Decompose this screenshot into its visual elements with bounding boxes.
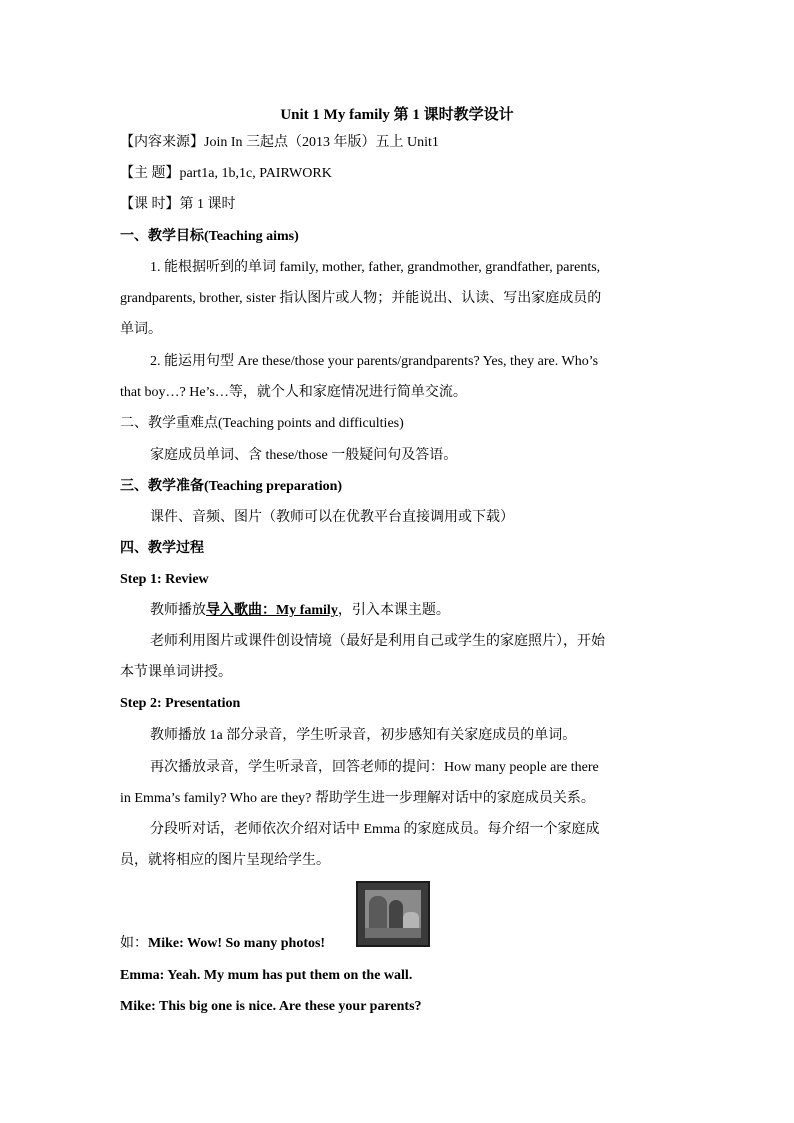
- points-heading: 二、教学重难点(Teaching points and difficulties): [120, 416, 404, 431]
- photo-figure-2: [389, 900, 403, 930]
- step1-line1-suffix: ，引入本课主题。: [337, 603, 450, 618]
- step1-line2: 老师利用图片或课件创设情境（最好是利用自己或学生的家庭照片），开始: [150, 634, 605, 649]
- step1-line1-prefix: 教师播放: [150, 603, 206, 618]
- prep-text: 课件、音频、图片（教师可以在优教平台直接调用或下载）: [150, 510, 514, 525]
- step1-line3: 本节课单词讲授。: [120, 665, 232, 680]
- step2-line1: 教师播放 1a 部分录音，学生听录音，初步感知有关家庭成员的单词。: [150, 728, 577, 743]
- step2-line5: 员，就将相应的图片呈现给学生。: [120, 853, 330, 868]
- prep-heading: 三、教学准备(Teaching preparation): [120, 479, 343, 494]
- content-source: 【内容来源】Join In 三起点（2013 年版）五上 Unit1: [120, 135, 439, 150]
- aim1-line3: 单词。: [120, 322, 162, 337]
- document-title: Unit 1 My family 第 1 课时教学设计: [280, 107, 514, 123]
- step2-line3: in Emma’s family? Who are they? 帮助学生进一步理解对话中的家庭成员关系。: [120, 791, 595, 806]
- step2-line2: 再次播放录音，学生听录音，回答老师的提问：How many people are there: [150, 760, 599, 775]
- example-prefix: 如：: [120, 936, 148, 951]
- song-link[interactable]: 导入歌曲：My family: [206, 603, 338, 618]
- dialogue-line3: Mike: This big one is nice. Are these your parents?: [120, 999, 422, 1014]
- step2-line4: 分段听对话，老师依次介绍对话中 Emma 的家庭成员。每介绍一个家庭成: [150, 822, 600, 837]
- family-photo-content: [365, 890, 421, 938]
- aim2-line1: 2. 能运用句型 Are these/those your parents/grandparents? Yes, they are. Who’s: [150, 354, 599, 369]
- aim2-line2: that boy…? He’s…等，就个人和家庭情况进行简单交流。: [120, 385, 467, 400]
- aims-heading: 一、教学目标(Teaching aims): [120, 229, 299, 244]
- aim1-line1: 1. 能根据听到的单词 family, mother, father, grandmother, grandfather, parents,: [150, 260, 601, 275]
- process-heading: 四、教学过程: [120, 541, 204, 556]
- aim1-line2: grandparents, brother, sister 指认图片或人物；并能说出、认读、写出家庭成员的: [120, 291, 602, 306]
- dialogue-line1: [120, 934, 680, 954]
- step1-heading: Step 1: Review: [120, 572, 209, 587]
- dialogue-line2: Emma: Yeah. My mum has put them on the wall.: [120, 968, 413, 983]
- dialogue-mike-1: Mike: Wow! So many photos!: [148, 936, 326, 951]
- topic-line: 【主 题】part1a, 1b,1c, PAIRWORK: [120, 166, 332, 181]
- points-text: 家庭成员单词、含 these/those 一般疑问句及答语。: [150, 448, 458, 463]
- step2-heading: Step 2: Presentation: [120, 696, 241, 711]
- period-line: 【课 时】第 1 课时: [120, 197, 236, 212]
- step1-line1: [150, 601, 680, 621]
- photo-figure-1: [369, 896, 387, 932]
